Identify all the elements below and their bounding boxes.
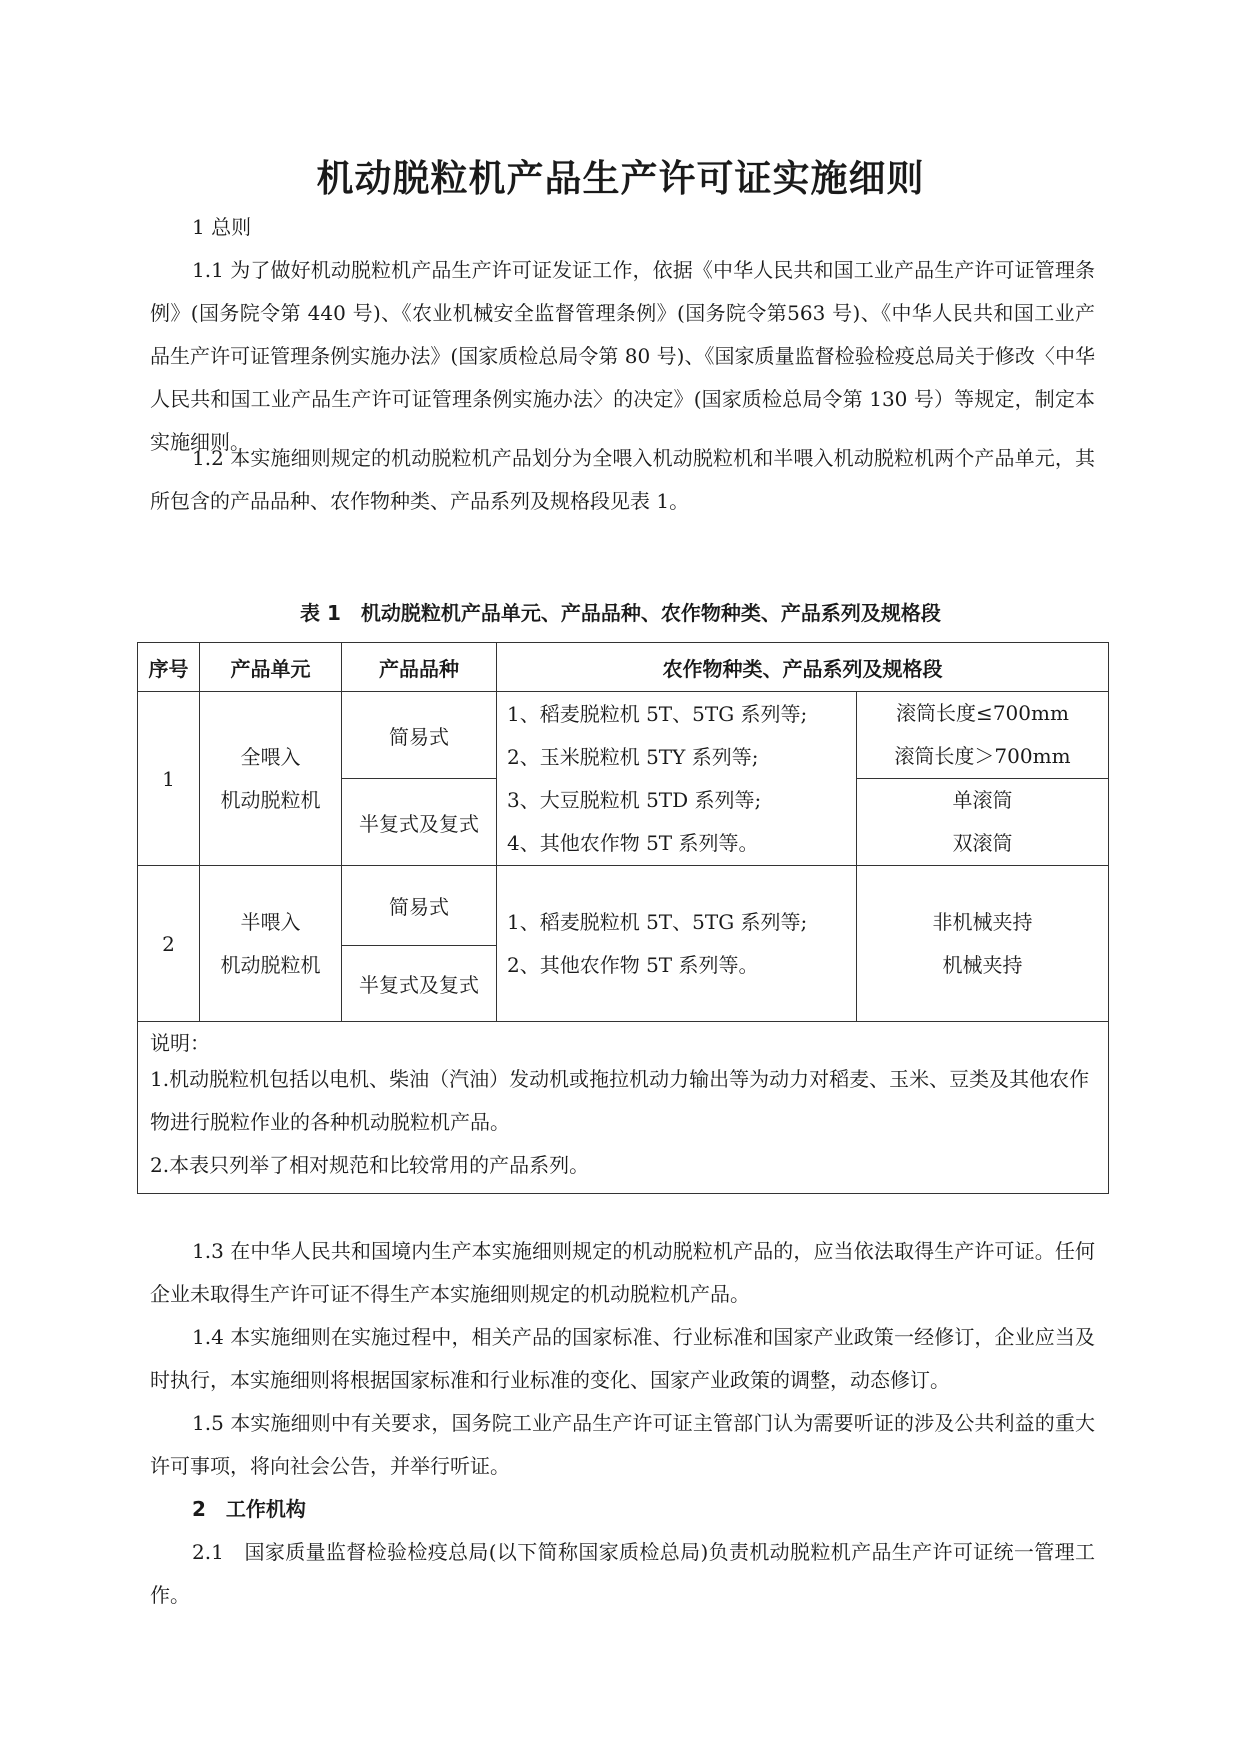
notes-label: 说明： [150,1031,210,1055]
list-item: 滚筒长度≤700mm [896,701,1069,725]
table-notes-row [138,1022,1109,1194]
list-item: 2、玉米脱粒机 5TY 系列等; [507,744,759,769]
row2-no: 2 [138,866,200,1022]
paragraph-1-5: 1.5 本实施细则中有关要求，国务院工业产品生产许可证主管部门认为需要听证的涉及公共利益的重大许可事项，将向社会公告，并举行听证。 [150,1411,1095,1478]
row2-variety-compound: 半复式及复式 [342,946,497,1022]
row1-crops [497,692,857,866]
list-item: 非机械夹持 [932,909,1033,934]
row1-variety-simple: 简易式 [342,692,497,779]
row1-spec-b [857,779,1109,866]
list-item: 机械夹持 [942,952,1023,977]
list-item: 1、稻麦脱粒机 5T、5TG 系列等; [507,701,808,726]
table-row [138,692,1109,779]
row1-unit-line1: 全喂入 [240,744,301,769]
product-table [137,642,1109,1194]
table-caption: 表 1 机动脱粒机产品单元、产品品种、农作物种类、产品系列及规格段 [300,601,941,625]
row2-unit-line1: 半喂入 [240,909,301,934]
list-item: 滚筒长度＞700mm [894,744,1071,768]
paragraph-2-1: 2.1 国家质量监督检验检疫总局(以下简称国家质检总局)负责机动脱粒机产品生产许可证统一管理工作。 [150,1540,1095,1607]
list-item: 双滚筒 [952,831,1013,855]
paragraph-1-1: 1.1 为了做好机动脱粒机产品生产许可证发证工作，依据《中华人民共和国工业产品生产许可证管理条例》(国务院令第 440 号)、《农业机械安全监督管理条例》(国务院令第563 号)、《中华人民共和国工业产品生产许可证管理条例实施办法》(国家质检总局令第 80 号)、《国家质量监督检验检疫总局关于修改〈中华人民共和国工业产品生产许可证管理条例实施办法〉的决定》(国家质检总局令第 130 号）等规定，制定本实施细则。 [150,258,1095,454]
list-item: 单滚筒 [952,788,1013,812]
header-crops-spec: 农作物种类、产品系列及规格段 [497,643,1109,692]
list-item: 3、大豆脱粒机 5TD 系列等; [507,787,762,812]
header-no: 序号 [138,643,200,692]
note-2: 2.本表只列举了相对规范和比较常用的产品系列。 [150,1153,590,1177]
note-1: 1.机动脱粒机包括以电机、柴油（汽油）发动机或拖拉机动力输出等为动力对稻麦、玉米、豆类及其他农作物进行脱粒作业的各种机动脱粒机产品。 [150,1067,1090,1134]
row2-crops [497,866,857,1022]
row2-unit [200,866,342,1022]
row1-unit [200,692,342,866]
section-1-heading: 1 总则 [192,215,252,239]
table-header-row [138,643,1109,692]
document-title: 机动脱粒机产品生产许可证实施细则 [316,157,925,200]
list-item: 4、其他农作物 5T 系列等。 [507,830,759,855]
row1-spec-a [857,692,1109,779]
row2-variety-simple: 简易式 [342,866,497,946]
header-variety: 产品品种 [342,643,497,692]
row2-spec [857,866,1109,1022]
section-2-heading: 2 工作机构 [192,1497,306,1521]
header-unit: 产品单元 [200,643,342,692]
table-notes [138,1022,1109,1194]
paragraph-1-2: 1.2 本实施细则规定的机动脱粒机产品划分为全喂入机动脱粒机和半喂入机动脱粒机两个产品单元，其所包含的产品品种、农作物种类、产品系列及规格段见表 1。 [150,446,1095,513]
row1-variety-compound: 半复式及复式 [342,779,497,866]
list-item: 1、稻麦脱粒机 5T、5TG 系列等; [507,909,808,934]
paragraph-1-4: 1.4 本实施细则在实施过程中，相关产品的国家标准、行业标准和国家产业政策一经修订，企业应当及时执行，本实施细则将根据国家标准和行业标准的变化、国家产业政策的调整，动态修订。 [150,1325,1095,1392]
row1-unit-line2: 机动脱粒机 [220,787,321,812]
row1-no: 1 [138,692,200,866]
table-row [138,866,1109,946]
row2-unit-line2: 机动脱粒机 [220,952,321,977]
list-item: 2、其他农作物 5T 系列等。 [507,952,759,977]
paragraph-1-3: 1.3 在中华人民共和国境内生产本实施细则规定的机动脱粒机产品的，应当依法取得生产许可证。任何企业未取得生产许可证不得生产本实施细则规定的机动脱粒机产品。 [150,1239,1095,1306]
